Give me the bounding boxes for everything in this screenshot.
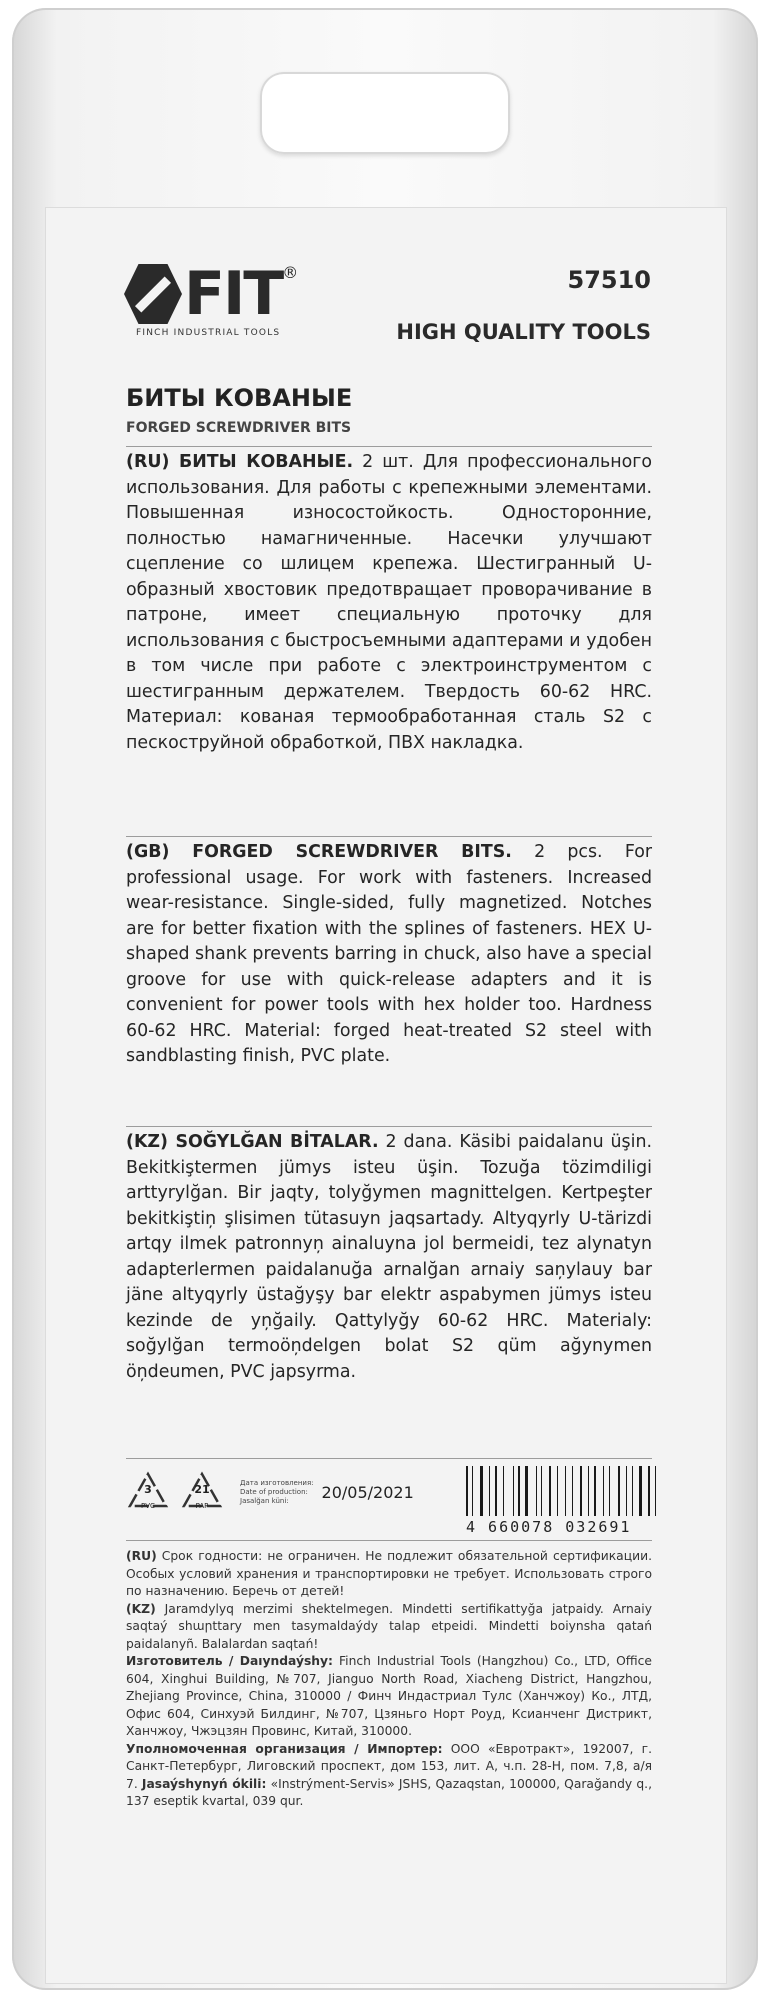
recycle-pap-label: PAP xyxy=(195,1502,209,1510)
barcode-bar xyxy=(603,1466,604,1516)
barcode-bar xyxy=(622,1466,623,1516)
barcode-bar xyxy=(637,1466,638,1516)
barcode-bar xyxy=(618,1466,620,1516)
logo-text: FIT xyxy=(184,259,283,329)
barcode-bar xyxy=(541,1466,542,1516)
legal-ru-text: Срок годности: не ограничен. Не подлежит обязательной сертификации. Особых условий хранения и транспортировки не требует. Использовать строго по назначению. Беречь от детей! xyxy=(126,1549,652,1598)
recycle-pap-number: 21 xyxy=(194,1483,210,1496)
description-gb-body: 2 pcs. For professional usage. For work with fasteners. Increased wear-resistance. Single-sided, fully magnetized. Notches are for better fixation with the splines of fasteners. HEX U-shaped shank prevents barring in chuck, also have a special groove for use with quick-release adapters and it is convenient for power tools with hex holder too. Hardness 60-62 HRC. Material: forged heat-treated S2 steel with sandblasting finish, PVC plate. xyxy=(126,842,652,1066)
barcode-bar xyxy=(485,1466,486,1516)
legal-kz-text: Jaramdylyq merzimi shektelmegen. Mindetti sertifikattyğa jatpaidy. Arnaiy saqtaý shարttary men tasymaldaýdy talap etpeidi. Mindetti boiynsha qatań paidalanyñ. Balalardan saqtań! xyxy=(126,1601,652,1651)
barcode-bar xyxy=(639,1466,642,1516)
barcode-bar xyxy=(480,1466,483,1516)
description-ru-body: 2 шт. Для профессионального использования. Для работы с крепежными элементами. Повышенная износостойкость. Односторонние, полностью намагниченные. Насечки улучшают сцепление со шлицем крепежа. Шестигранный U-образный хвостовик предотвращает проворачивание в патроне, имеет специальную проточку для использования с быстросъемными адаптерами и удобен в том числе при работе с электроинструментом с шестигранным держателем. Твердость 60-62 HRC. Материал: кованая термообработанная сталь S2 с пескоструйной обработкой, ПВХ накладка. xyxy=(126,452,652,753)
barcode-bar xyxy=(580,1466,582,1516)
barcode-bar xyxy=(659,1466,661,1516)
divider xyxy=(126,1540,652,1541)
barcode-bars xyxy=(466,1466,662,1516)
barcode-bar xyxy=(525,1466,528,1516)
production-info xyxy=(126,1470,414,1514)
barcode-number: 4 660078 032691 xyxy=(466,1518,632,1536)
date-label-kz: Jasalğan küni: xyxy=(240,1496,289,1505)
divider xyxy=(126,446,652,447)
barcode-bar xyxy=(655,1466,656,1516)
barcode-bar xyxy=(613,1466,616,1516)
barcode-bar xyxy=(500,1466,502,1516)
logo-subtitle: FINCH INDUSTRIAL TOOLS xyxy=(136,328,281,338)
barcode-bar xyxy=(513,1466,514,1516)
barcode-bar xyxy=(559,1466,562,1516)
description-gb-lead: (GB) FORGED SCREWDRIVER BITS. xyxy=(126,842,512,862)
barcode-bar xyxy=(609,1466,610,1516)
barcode-bar xyxy=(472,1466,473,1516)
description-kz-lead: (KZ) SOĞYLĞAN BİTALAR. xyxy=(126,1132,379,1152)
barcode-bar xyxy=(518,1466,520,1516)
recycle-pvc-icon xyxy=(126,1470,170,1514)
recycle-pvc-label: PVC xyxy=(141,1502,155,1510)
barcode-bar xyxy=(553,1466,554,1516)
barcode-bar xyxy=(565,1466,566,1516)
importer-lead: Уполномоченная организация / Импортер: xyxy=(126,1741,443,1756)
description-gb xyxy=(126,840,652,1070)
divider xyxy=(126,1458,652,1459)
hex-logo-icon xyxy=(124,264,182,324)
description-kz-body: 2 dana. Käsibi paidalanu üşin. Bekitkiştermen jümys isteu üşin. Tozuğa tözimdiligi arttyrylğan. Bir jaqty, tolyğymen magnittelgen. Kertpeşter bekitkiştiņ şlisimen tütasuyn jaqsartady. Altyqyrly U-tärizdi artqy ilmek patronnyņ ainaluyna jol bermeidi, tez alynatyn adapterlermen paidalanuğa arnalğan arnaiy saņylauy bar jäne altyqyrly üstağyşy bar elektr aspabymen jümys isteu kezinde de yņğaily. Qattylyğy 60-62 HRC. Materialy: soğylğan termoöņdelgen bolat S2 qüm ağynymen öņdeumen, PVC japsyrma. xyxy=(126,1132,652,1382)
divider xyxy=(126,836,652,837)
production-date-labels xyxy=(240,1479,314,1506)
barcode-bar xyxy=(557,1466,558,1516)
barcode-bar xyxy=(549,1466,551,1516)
barcode-bar xyxy=(469,1466,470,1516)
description-ru xyxy=(126,450,652,756)
barcode-bar xyxy=(506,1466,509,1516)
barcode-bar xyxy=(536,1466,537,1516)
barcode-bar xyxy=(466,1466,468,1516)
barcode-bar xyxy=(491,1466,492,1516)
barcode xyxy=(466,1466,662,1536)
kz-representative-lead: Jasaýshynyń ókili: xyxy=(141,1776,267,1791)
recycle-pvc-number: 3 xyxy=(144,1483,152,1496)
barcode-bar xyxy=(477,1466,479,1516)
barcode-bar xyxy=(583,1466,586,1516)
barcode-bar xyxy=(588,1466,589,1516)
barcode-bar xyxy=(628,1466,630,1516)
barcode-bar xyxy=(495,1466,497,1516)
barcode-bar xyxy=(503,1466,504,1516)
barcode-bar xyxy=(572,1466,573,1516)
tagline: HIGH QUALITY TOOLS xyxy=(396,320,651,344)
importer-text: ООО «Евротракт», 192007, г. Санкт-Петербург, Лиговский проспект, дом 153, лит. А, ч.п. 28-Н, пом. 7,8, а/я 7. xyxy=(126,1741,653,1791)
product-title-en: FORGED SCREWDRIVER BITS xyxy=(126,420,352,436)
product-title-ru: БИТЫ КОВАНЫЕ xyxy=(126,384,353,412)
fit-logo xyxy=(124,259,299,338)
production-date: 20/05/2021 xyxy=(321,1482,414,1502)
barcode-bar xyxy=(599,1466,600,1516)
description-kz xyxy=(126,1130,652,1385)
barcode-bar xyxy=(648,1466,650,1516)
barcode-bar xyxy=(538,1466,539,1516)
manufacturer-lead: Изготовитель / Daıyndaýshy: xyxy=(126,1654,333,1668)
barcode-bar xyxy=(546,1466,548,1516)
kz-representative-text: «Instrýment-Servis» JSHS, Qazaqstan, 100000, Qarağandy q., 137 eseptik kvartal, 039 qur. xyxy=(126,1776,652,1808)
divider xyxy=(126,1126,652,1127)
hang-tab-hole xyxy=(260,72,510,154)
barcode-bar xyxy=(594,1466,596,1516)
recycle-pap-icon xyxy=(180,1470,224,1514)
description-ru-lead: (RU) БИТЫ КОВАНЫЕ. xyxy=(126,452,354,472)
date-label-en: Date of production: xyxy=(240,1487,308,1496)
barcode-bar xyxy=(569,1466,571,1516)
barcode-bar xyxy=(523,1466,524,1516)
barcode-bar xyxy=(515,1466,516,1516)
barcode-bar xyxy=(632,1466,633,1516)
barcode-bar xyxy=(644,1466,645,1516)
barcode-bar xyxy=(605,1466,607,1516)
date-label-ru: Дата изготовления: xyxy=(240,1478,314,1487)
legal-kz-lead: (KZ) xyxy=(126,1601,156,1616)
barcode-bar xyxy=(652,1466,653,1516)
legal-ru xyxy=(126,1548,652,1811)
article-number: 57510 xyxy=(567,266,651,294)
barcode-bar xyxy=(592,1466,593,1516)
barcode-bar xyxy=(531,1466,533,1516)
barcode-bar xyxy=(626,1466,627,1516)
legal-ru-lead: (RU) xyxy=(126,1549,157,1563)
manufacturer-text: Finch Industrial Tools (Hangzhou) Co., LTD, Office 604, Xinghui Building, №707, Jianguo North Road, Xiacheng District, Hangzhou, Zhejiang Province, China, 310000 / Финч Индастриал Тулс (Ханчжоу) Ко., ЛТД, Офис 604, Синхуэй Билдинг, №707, Цзяньго Норт Роуд, Ксианченг Дистрикт, Ханчжоу, Чжэцзян Провинс, Китай, 310000. xyxy=(126,1654,652,1738)
barcode-bar xyxy=(575,1466,576,1516)
barcode-bar xyxy=(489,1466,490,1516)
registered-mark: ® xyxy=(282,262,299,282)
